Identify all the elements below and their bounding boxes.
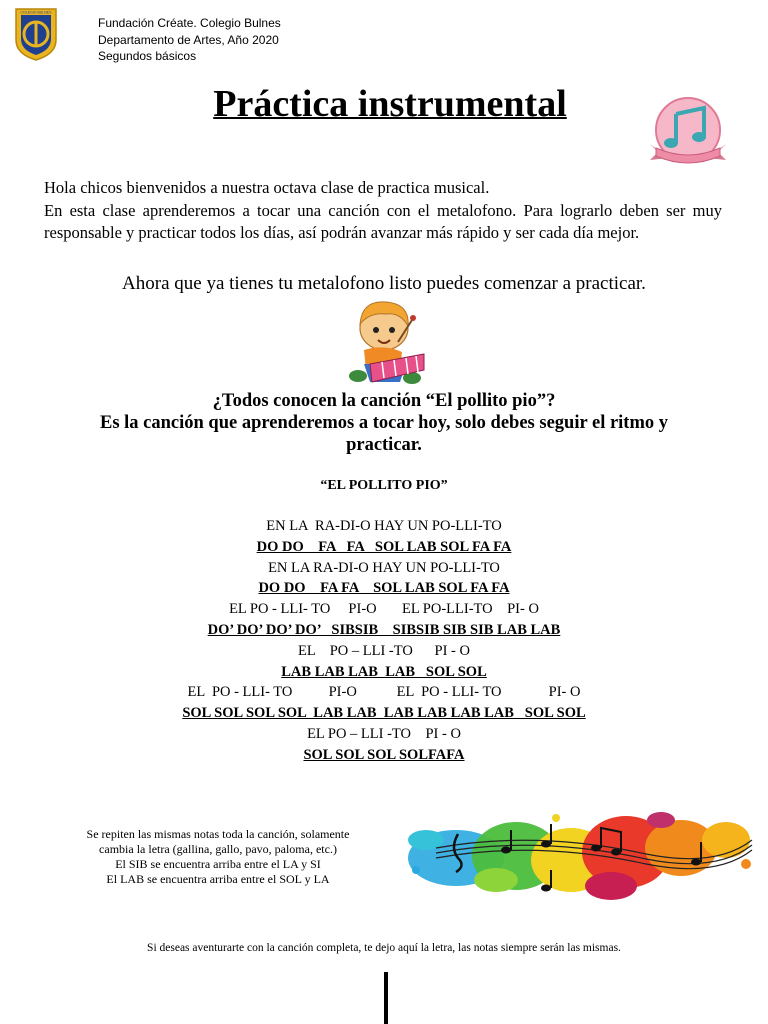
practice-instruction: Ahora que ya tienes tu metalofono listo puedes comenzar a practicar. (122, 273, 646, 294)
header-line-2: Departamento de Artes, Año 2020 (98, 32, 279, 47)
school-logo (12, 6, 60, 62)
song-question-line-1: ¿Todos conocen la canción “El pollito pio”? (212, 391, 556, 411)
child-metallophone-illustration (340, 298, 430, 386)
note-explanation-line-1: Se repiten las mismas notas toda la canción, solamente (86, 827, 350, 841)
lyric-line: EN LA RA-DI-O HAY UN PO-LLI-TO (268, 559, 500, 576)
notes-line: SOL SOL SOL SOL LAB LAB LAB LAB LAB LAB SOL SOL (182, 705, 586, 722)
lyric-line: EL PO - LLI- TO PI-O EL PO-LLI-TO PI- O (229, 601, 539, 618)
note-explanation-line-4: El LAB se encuentra arriba entre el SOL y LA (106, 872, 330, 886)
song-lyrics (0, 516, 768, 766)
song-question-line-2: Es la canción que aprenderemos a tocar hoy, solo debes seguir el ritmo y practicar. (99, 413, 669, 455)
paint-splash-music-icon (396, 800, 762, 916)
song-title: “EL POLLITO PIO” (320, 478, 448, 493)
notes-line: DO DO FA FA SOL LAB SOL FA FA (256, 538, 512, 555)
note-explanation-line-3: El SIB se encuentra arriba entre el LA y SI (115, 857, 321, 871)
lyric-line: EL PO – LLI -TO PI - O (298, 642, 470, 659)
intro-text (44, 177, 722, 245)
intro-paragraph-2: En esta clase aprenderemos a tocar una canción con el metalofono. Para lograrlo deben ser muy responsable y practicar todos los días, así podrán avanzar más rápido y ser cada día mejor. (44, 200, 722, 242)
logo-letters: CB (36, 58, 38, 59)
lyric-line: EN LA RA-DI-O HAY UN PO-LLI-TO (266, 518, 502, 534)
notes-line: LAB LAB LAB LAB SOL SOL (281, 663, 487, 680)
header-line-3: Segundos básicos (98, 49, 197, 63)
logo-arc-text: COLEGIO BULNES (20, 10, 52, 15)
notes-line: SOL SOL SOL SOLFAFA (303, 746, 465, 763)
page-title: Práctica instrumental (213, 83, 567, 125)
lyric-line: EL PO - LLI- TO PI-O EL PO - LLI- TO PI- O (187, 684, 581, 701)
header-line-1: Fundación Créate. Colegio Bulnes (98, 16, 281, 30)
intro-paragraph-1: Hola chicos bienvenidos a nuestra octava clase de practica musical. (44, 178, 490, 197)
song-question (60, 390, 708, 456)
note-explanation-line-2: cambia la letra (gallina, gallo, pavo, paloma, etc.) (99, 842, 337, 856)
music-note-badge-icon (646, 92, 730, 172)
text-cursor-bar (384, 972, 388, 1024)
notes-line: DO DO FA FA SOL LAB SOL FA FA (258, 580, 510, 597)
school-header (98, 15, 281, 65)
footer-note: Si deseas aventurarte con la canción completa, te dejo aquí la letra, las notas siempre serán las mismas. (147, 942, 621, 954)
lyric-line: EL PO – LLI -TO PI - O (307, 725, 461, 742)
notes-line: DO’ DO’ DO’ DO’ SIBSIB SIBSIB SIB SIB LAB LAB (207, 621, 561, 638)
note-explanation (40, 827, 396, 887)
